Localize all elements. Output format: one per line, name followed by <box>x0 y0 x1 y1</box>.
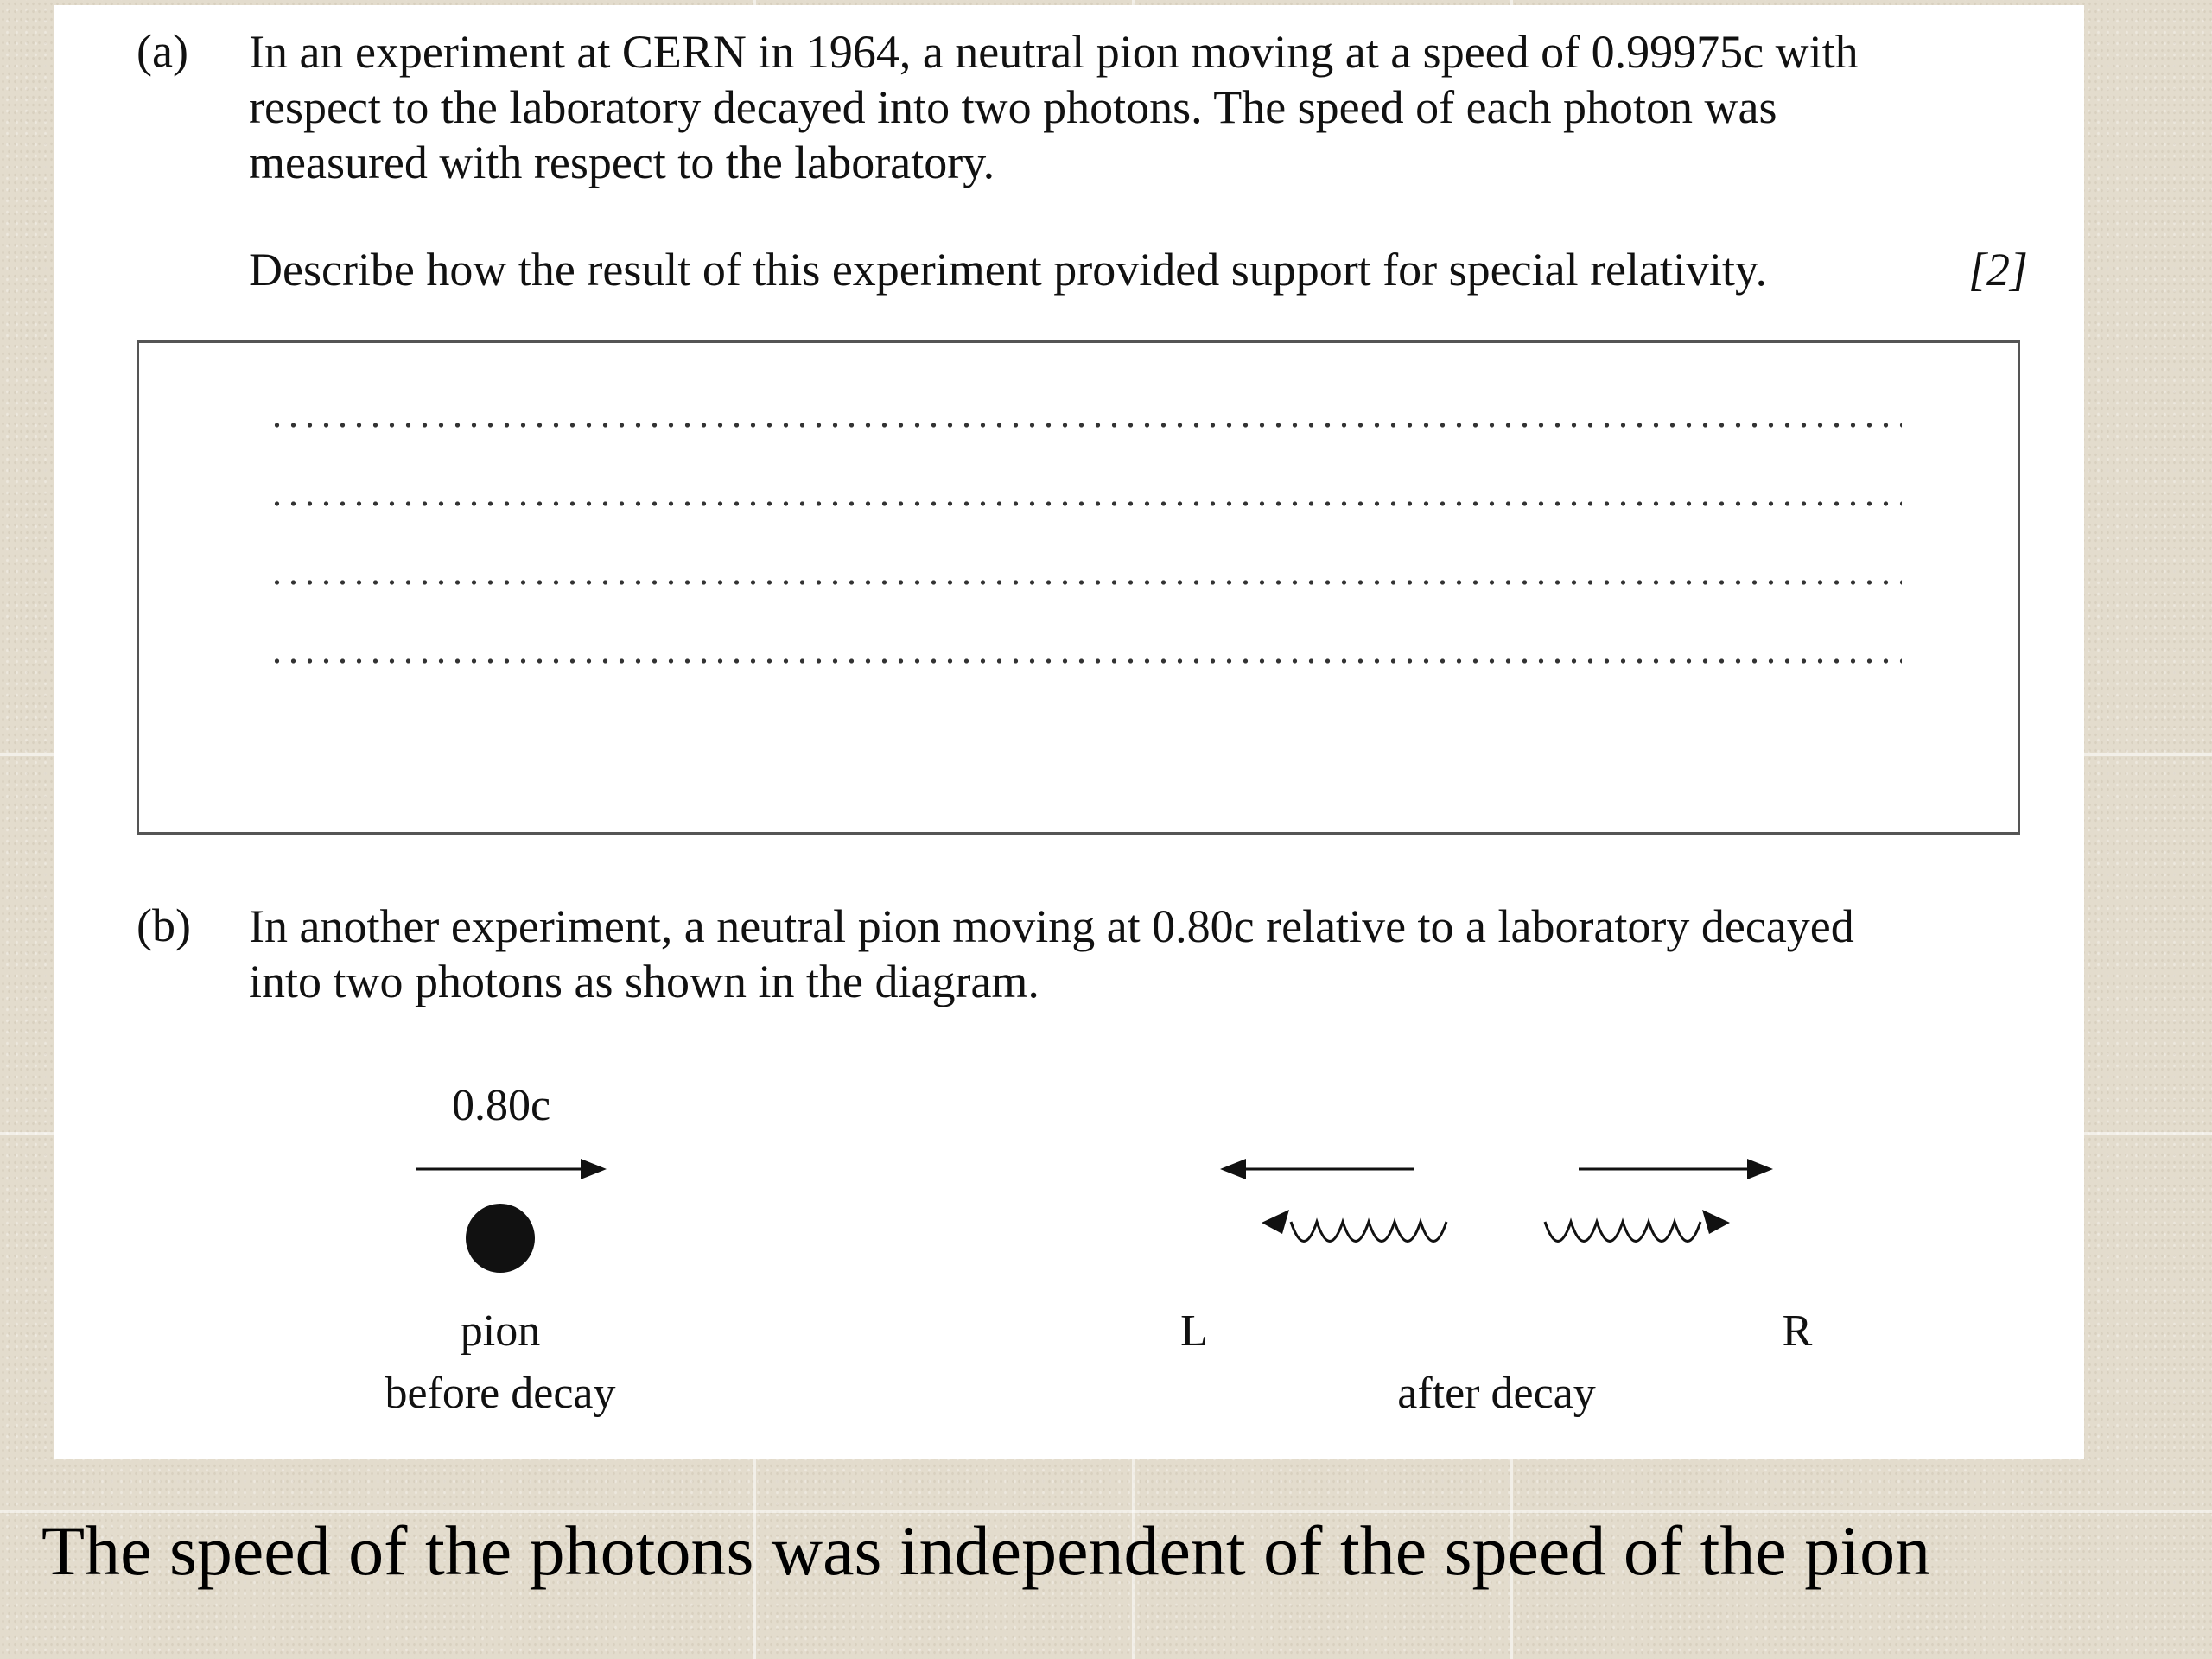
photon-right-direction-arrowhead <box>1747 1159 1773 1179</box>
photon-left-label: L <box>1180 1306 1208 1356</box>
photon-right-label: R <box>1782 1306 1813 1356</box>
part-a-line-1: In an experiment at CERN in 1964, a neutral pion moving at a speed of 0.99975c with <box>249 26 1859 78</box>
photon-right-wave <box>1545 1222 1700 1242</box>
part-b-label: (b) <box>137 899 191 951</box>
part-b-line-1: In another experiment, a neutral pion moving at 0.80c relative to a laboratory decayed <box>249 900 1854 952</box>
photon-right-wave-arrowhead <box>1702 1210 1730 1234</box>
part-b-line-2: into two photons as shown in the diagram. <box>249 956 1039 1007</box>
part-a-instruction: Describe how the result of this experiment provided support for special relativity. <box>249 244 1768 296</box>
photon-left-direction-arrowhead <box>1220 1159 1246 1179</box>
part-a-label: (a) <box>137 25 188 77</box>
pion-label: pion <box>460 1306 541 1356</box>
answer-text: The speed of the photons was independent of the speed of the pion <box>41 1511 1931 1590</box>
marks-indicator: [2] <box>1967 244 2028 296</box>
after-decay-caption: after decay <box>1397 1369 1596 1418</box>
pion-velocity-arrowhead <box>581 1159 607 1179</box>
photon-left-wave-arrowhead <box>1262 1210 1289 1234</box>
pion-decay-diagram <box>54 5 2084 1459</box>
question-sheet <box>54 5 2084 1459</box>
part-a-line-3: measured with respect to the laboratory. <box>249 137 995 188</box>
pion-particle <box>466 1204 535 1273</box>
part-a-line-2: respect to the laboratory decayed into two photons. The speed of each photon was <box>249 81 1777 133</box>
pion-speed-label: 0.80c <box>451 1081 551 1130</box>
photon-left-wave <box>1291 1222 1446 1242</box>
before-decay-caption: before decay <box>385 1369 616 1418</box>
